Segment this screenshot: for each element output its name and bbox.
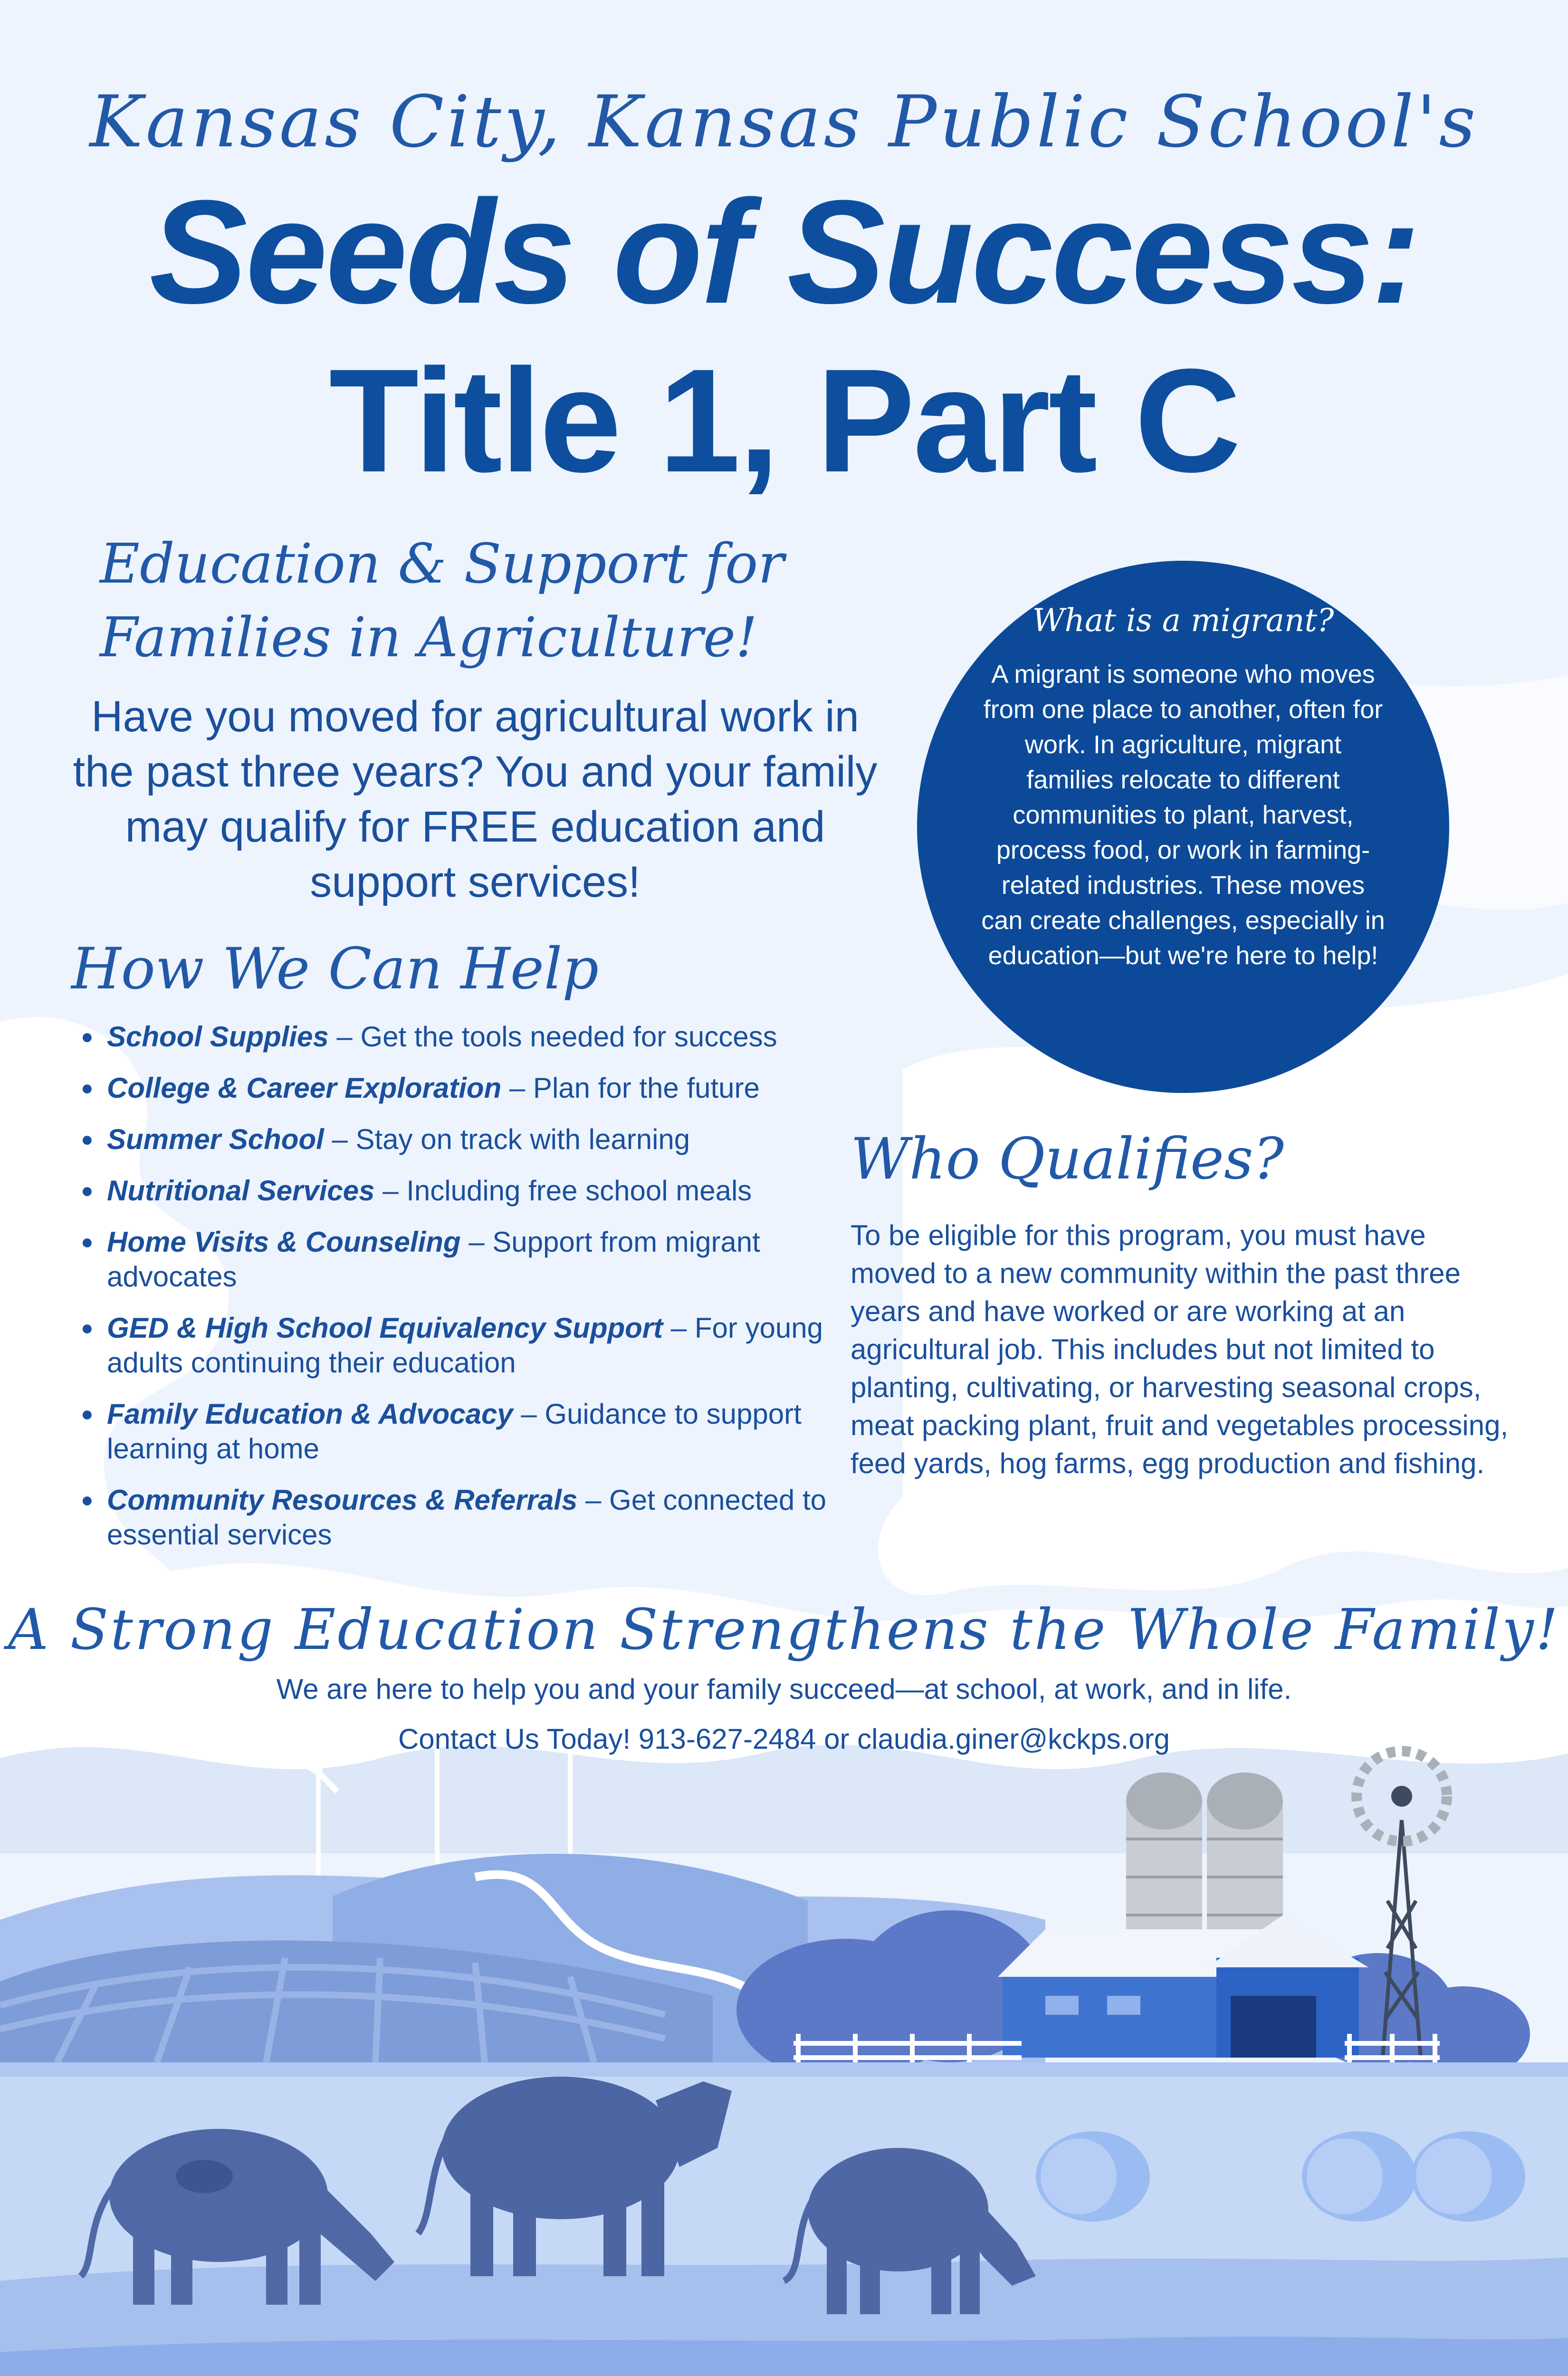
item-desc: – Guidance to support learning at home [107,1398,802,1465]
item-desc: – Get connected to essential services [107,1484,827,1551]
slogan: A Strong Education Strengthens the Whole Family! [8,1597,1560,1662]
help-line: We are here to help you and your family succeed—at school, at work, and in life. [276,1673,1292,1705]
help-list [81,1019,841,1569]
tagline: Education & Support for Families in Agriculture! [100,532,784,670]
list-item [81,1311,841,1380]
help-heading: How We Can Help [71,936,599,1002]
page-title: Seeds of Success: [149,169,1419,334]
item-title: Family Education & Advocacy [107,1398,513,1430]
item-desc: – For young adults continuing their education [107,1312,823,1379]
district-name: Kansas City, Kansas Public School's [89,81,1479,163]
migrant-answer: A migrant is someone who moves from one place to another, often for work. In agriculture, migrant families relocate to different communities to plant, harvest, process food, or work in farming-related industries. These moves can create challenges, especially in education—but we're here to help! [981,660,1385,970]
item-title: College & Career Exploration [107,1072,502,1104]
intro-text: Have you moved for agricultural work in the past three years? You and your family may qualify for FREE education and support services! [73,692,878,906]
list-item [81,1173,841,1208]
list-item [81,1122,841,1157]
item-title: Nutritional Services [107,1175,375,1207]
item-desc: – Support from migrant advocates [107,1226,760,1293]
migrant-question: What is a migrant? [1032,602,1334,639]
item-desc: – Including free school meals [374,1175,752,1207]
list-item [81,1225,841,1294]
item-title: GED & High School Equivalency Support [107,1312,663,1344]
qualifies-heading: Who Qualifies? [851,1126,1284,1192]
item-desc: – Plan for the future [501,1072,760,1104]
item-title: Summer School [107,1123,324,1155]
item-title: Community Resources & Referrals [107,1484,578,1516]
barn [998,1915,1368,2058]
list-item [81,1019,841,1054]
migrant-info-circle [917,561,1449,1093]
list-item [81,1397,841,1466]
qualifies-text: To be eligible for this program, you must have moved to a new community within the past three years and have worked or are working at an agricultural job. This includes but not limited to planting, cultivating, or harvesting seasonal crops, meat packing plant, fruit and vegetables processing, feed yards, hog farms, egg production and fishing. [851,1219,1509,1479]
contact-info: Contact Us Today! 913-627-2484 or claudia.giner@kckps.org [398,1723,1170,1755]
item-title: Home Visits & Counseling [107,1226,461,1258]
item-desc: – Stay on track with learning [324,1123,690,1155]
page-subtitle: Title 1, Part C [329,338,1239,503]
list-item [81,1483,841,1552]
item-desc: – Get the tools needed for success [328,1021,777,1053]
list-item [81,1071,841,1105]
item-title: School Supplies [107,1021,329,1053]
